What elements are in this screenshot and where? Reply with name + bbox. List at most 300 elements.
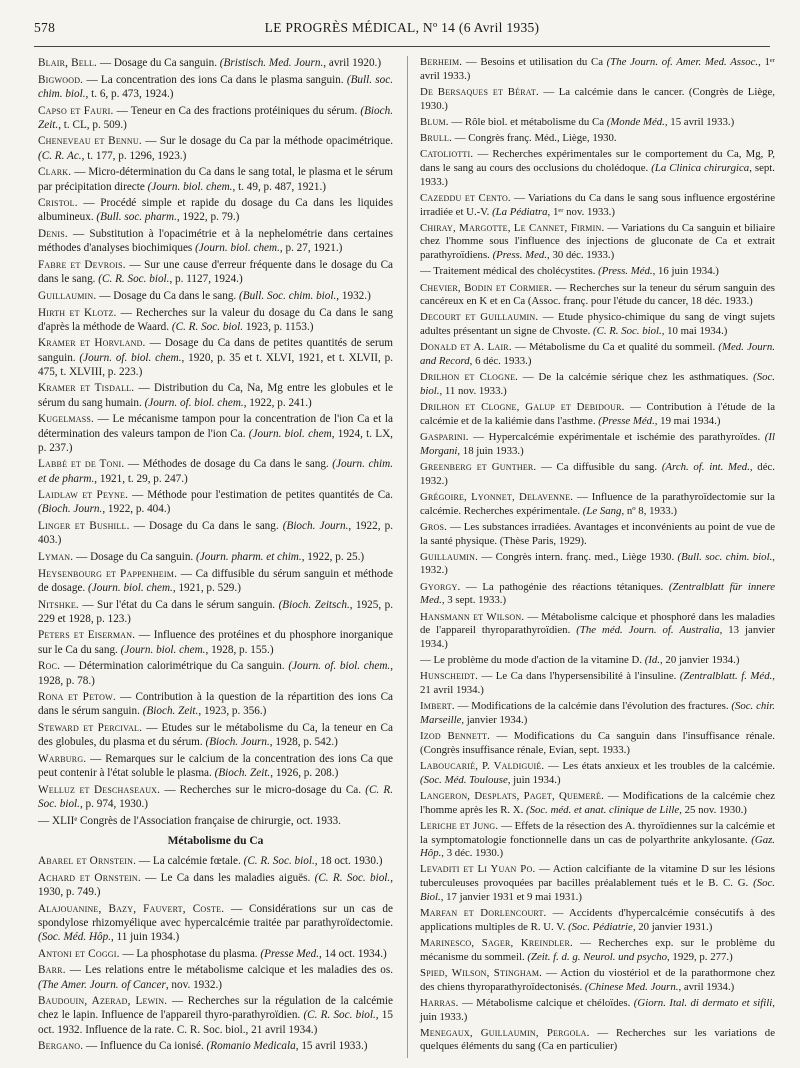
entry-authors: Greenberg et Gunther. — [420, 460, 537, 473]
entry-source: (The méd. Journ. of. Australia — [576, 624, 720, 637]
entry-details: , 1932.) — [336, 289, 371, 302]
bibliography-entry — [420, 967, 775, 994]
entry-details: , 13 janvier 1934.) — [420, 624, 775, 650]
entry-source: (Journ. biol. chem. — [147, 180, 233, 193]
page-number: 578 — [34, 20, 56, 35]
entry-source: (Bioch. Zeit. — [142, 705, 199, 718]
entry-source: (Bull. soc. chim. biol. — [38, 73, 393, 100]
bibliography-entry — [420, 863, 775, 904]
entry-source: (Bull. Soc. chim. biol. — [239, 289, 337, 302]
entry-details: , 1932.) — [420, 550, 775, 577]
entry-authors: Welluz et Deschaseaux. — [38, 783, 161, 796]
entry-authors: Guillaumin. — [38, 289, 97, 302]
entry-title: — Dosage du Ca sanguin. — [73, 551, 197, 563]
entry-title: — Méthodes de dosage du Ca dans le sang. — [124, 458, 333, 471]
entry-title: — Micro-détermination du Ca dans le sang total, le plasma et le sérum par précipitation directe — [38, 166, 393, 193]
bibliography-entry — [38, 1039, 393, 1053]
entry-source: (The Amer. Journ. of Cancer — [38, 978, 166, 991]
entry-details: 1923, p. 1153.) — [243, 320, 314, 333]
entry-source: (Press. Med. — [492, 249, 548, 262]
entry-authors: Nitshke. — [38, 598, 79, 611]
entry-details: , 1922, p. 403.) — [38, 520, 393, 547]
entry-details: , avril 1920.) — [323, 57, 382, 69]
entry-source: (Zeit. f. d. g. Neurol. und psycho — [527, 950, 668, 963]
entry-title: — Métabolisme calcique et chéloïdes. — [458, 996, 634, 1009]
entry-title: — Les états anxieux et les troubles de la calcémie. — [544, 760, 775, 773]
entry-title: — Effets de la résection des A. thyroïdiennes sur la calcémie et la symptomatologie fonctionnelle dans un cas de polyarthrite ankylosante. — [420, 819, 775, 846]
entry-source: (Soc. méd. et anat. clinique de Lille — [526, 803, 680, 816]
entry-title: — La pathogénie des réactions tétaniques. — [460, 580, 669, 593]
entry-details: , 1925, p. 229 et 1928, p. 123.) — [38, 598, 394, 625]
entry-title: — De la calcémie sérique chez les asthmatiques. — [518, 371, 754, 384]
entry-authors: Hunscheidt. — [420, 670, 479, 683]
entry-authors: Donald et A. Lair. — [420, 341, 512, 354]
entry-source: (Soc. Méd. Hôp. — [38, 931, 112, 943]
entry-details: , t. 177, p. 1296, 1923.) — [81, 149, 187, 162]
entry-source: (Journ. biol. chem. — [88, 581, 173, 594]
bibliography-list-2 — [38, 854, 393, 1053]
entry-details: , 17 janvier 1931 et 9 mai 1931.) — [440, 890, 582, 903]
entry-source: (La Clinica chirurgica — [651, 161, 750, 174]
bibliography-entry — [38, 457, 393, 485]
entry-details: , 1ᵉʳ avril 1933.) — [420, 56, 775, 82]
entry-title: — Hypercalcémie expérimentale et ischémie des parathyroïdes. — [468, 431, 765, 444]
entry-authors: De Bersaques et Bérat. — [420, 85, 539, 98]
entry-authors: Fabre et Devrois. — [38, 258, 126, 271]
entry-authors: Kramer et Horvland. — [38, 337, 146, 350]
entry-source: (C. R. Soc. biol. — [243, 855, 315, 868]
entry-authors: Gasparini. — [420, 431, 469, 444]
bibliography-entry — [420, 56, 775, 83]
bibliography-entry — [420, 654, 775, 668]
entry-source: (Bristisch. Med. Journ. — [219, 57, 324, 69]
entry-authors: Izod Bennett. — [420, 730, 491, 743]
entry-title: — Métabolisme calcique et phosphoré dans les maladies de l'appareil thyroparathyroïdien. — [420, 610, 775, 637]
entry-authors: Cheneveau et Bennu. — [38, 135, 142, 148]
entry-authors: Kugelmass. — [38, 413, 94, 426]
entry-authors: Gros. — [420, 520, 448, 533]
entry-details: , 6 déc. 1933.) — [469, 355, 532, 368]
entry-authors: Imbert. — [420, 700, 455, 713]
bibliography-entry — [420, 670, 775, 697]
entry-authors: Bigwood. — [38, 73, 84, 86]
entry-source: (Soc. Biol. — [420, 877, 775, 903]
entry-source: (Journ. biol. chem. — [195, 242, 280, 255]
entry-title: — Influence du Ca ionisé. — [83, 1040, 207, 1053]
bibliography-entry — [420, 491, 775, 518]
entry-title: — Contribution à l'étude de la calcémie et de la kaliémie dans l'asthme. — [420, 401, 775, 427]
journal-title: LE PROGRÈS MÉDICAL, Nº 14 (6 Avril 1935) — [264, 20, 540, 35]
bibliography-entry — [420, 820, 775, 861]
entry-source: (Soc. chir. Marseille — [420, 700, 776, 726]
bibliography-entry — [38, 306, 393, 334]
entry-details: , 1922, p. 241.) — [243, 396, 312, 409]
entry-source: (C. R. Soc. biol. — [303, 1009, 376, 1022]
entry-details: , p. 974, 1930.) — [79, 798, 149, 810]
entry-source: (Presse Med. — [260, 947, 320, 960]
entry-source: (Press. Méd. — [598, 265, 653, 278]
bibliography-entry — [420, 371, 775, 398]
entry-title: — Dosage du Ca sanguin. — [97, 57, 220, 69]
entry-title: — Considérations sur un cas de spondylose rhizomyélique avec hypercalcémie traitée par parathyroïdectomie. — [38, 902, 393, 929]
bibliography-entry — [420, 265, 775, 279]
bibliography-entry — [420, 86, 775, 113]
entry-source: (C. R. Soc. biol. — [98, 273, 170, 286]
entry-details: , déc. 1932.) — [420, 460, 775, 487]
bibliography-entry — [38, 196, 393, 224]
entry-source: (Presse Méd. — [598, 414, 655, 427]
entry-details: , sept. 1933.) — [420, 161, 775, 188]
entry-source: (Il Morgani — [420, 431, 775, 457]
entry-details: , juin 1933.) — [420, 996, 775, 1023]
bibliography-entry — [420, 760, 775, 787]
entry-source: (Bioch. Zeit. — [214, 767, 271, 780]
bibliography-entry — [420, 222, 775, 263]
entry-title: — Détermination calorimétrique du Ca sanguin. — [60, 660, 289, 673]
entry-details: , t. 49, p. 487, 1921.) — [232, 180, 327, 193]
entry-details: , 1928, p. 155.) — [205, 643, 274, 656]
entry-title: — Métabolisme du Ca et qualité du sommeil. — [511, 341, 719, 354]
bibliography-entry — [420, 1027, 775, 1054]
entry-authors: Roc. — [38, 660, 61, 673]
entry-source: (Zentralblatt. f. Méd. — [679, 670, 773, 683]
entry-title: — Ca diffusible du sang. — [536, 460, 662, 473]
entry-source: (Soc. Pédiatrie — [568, 920, 633, 933]
entry-authors: Kramer et Tisdall. — [38, 382, 135, 395]
entry-title: — Ca diffusible du sérum sanguin et méthode de dosage. — [38, 567, 393, 594]
entry-authors: Rona et Petow. — [38, 691, 116, 704]
entry-authors: Cazeddu et Cento. — [420, 191, 511, 204]
entry-authors: Laidlaw et Peyne. — [38, 489, 129, 502]
entry-source: (The Journ. of. Amer. Med. Assoc. — [606, 56, 759, 68]
entry-source: (Bioch. Journ. — [282, 520, 349, 533]
bibliography-entry — [38, 519, 393, 547]
entry-authors: Hansmann et Wilson. — [420, 610, 525, 623]
entry-title: — Modifications de la calcémie chez l'homme après les R. X. — [420, 789, 776, 816]
entry-title: — Substitution à l'opacimétrie et à la nephelométrie dans certaines méthodes d'analyses biochimiques — [38, 228, 393, 255]
entry-title: — Action du viostériol et de la parathormone chez des chiens thyroparathyroïdectonisés. — [420, 966, 775, 993]
entry-source: (Med. Journ. and Record — [420, 341, 775, 368]
entry-title: — Recherches sur la régulation de la calcémie chez le lapin. Influence de l'appareil thyro-parathyroïdien. — [38, 995, 393, 1022]
entry-source: (C. R. Ac. — [38, 149, 82, 162]
bibliography-entry — [38, 659, 393, 687]
bibliography-entry — [38, 783, 393, 811]
entry-source: (C. R. Soc. biol. — [38, 783, 393, 810]
entry-details: , 21 avril 1934.) — [420, 670, 775, 697]
entry-title: — Recherches sur le micro-dosage du Ca. — [160, 783, 366, 796]
entry-authors: Decourt et Guillaumin. — [420, 311, 539, 324]
entry-authors: Menegaux, Guillaumin, Pergola. — [420, 1026, 590, 1039]
entry-authors: Harras. — [420, 996, 459, 1009]
entry-authors: Heysenbourg et Pappenheim. — [38, 567, 178, 580]
bibliography-entry — [38, 814, 393, 828]
entry-details: , nov. 1932.) — [165, 978, 222, 991]
entry-authors: Brull. — [420, 132, 452, 145]
bibliography-entry — [38, 56, 393, 70]
entry-title: — Recherches sur la teneur du sérum sanguin des cancéreux en K et en Ca (Assoc. franç. pour l'étude du cancer, 18 déc. 1933.) — [420, 281, 775, 308]
column-divider — [407, 56, 408, 1058]
page-header — [34, 20, 770, 42]
entry-authors: Guillaumin. — [420, 550, 479, 563]
entry-title: — Rôle biol. et métabolisme du Ca — [448, 115, 607, 128]
bibliography-entry — [420, 997, 775, 1024]
entry-source: (Gaz. Hôp. — [420, 833, 775, 860]
entry-source: (Bioch. Journ. — [205, 736, 270, 749]
header-rule — [34, 46, 770, 47]
entry-details: , 1922, p. 79.) — [176, 211, 240, 224]
entry-details: , 14 oct. 1934.) — [319, 947, 387, 960]
entry-authors: Chiray, Margotte, Le Cannet, Firmin. — [420, 221, 605, 234]
entry-details: , 1926, p. 208.) — [270, 767, 339, 780]
entry-source: (Soc. Méd. Toulouse — [420, 773, 508, 786]
entry-source: (Bioch. Journ. — [38, 503, 103, 516]
bibliography-entry — [420, 132, 775, 146]
entry-source: (Journ. of. biol. chem. — [288, 660, 391, 673]
entry-title: — Congrès intern. franç. med., Liège 1930. — [478, 550, 678, 563]
entry-authors: Laboucarié, P. Valdiguié. — [420, 760, 545, 773]
entry-source: (La Pédiatra — [492, 205, 548, 218]
entry-title: — Le Ca dans l'hypersensibilité à l'insuline. — [478, 670, 680, 683]
entry-details: , juin 1934.) — [507, 773, 561, 786]
bibliography-entry — [420, 311, 775, 338]
entry-details: , 25 nov. 1930.) — [679, 803, 747, 816]
entry-title: — La concentration des ions Ca dans le plasma sanguin. — [83, 73, 347, 86]
entry-details: , 3 déc. 1930.) — [441, 847, 504, 860]
entry-title: — Remarques sur le calcium de la concentration des ions Ca que peut contenir à l'état soluble le plasma. — [38, 752, 393, 780]
entry-source: (C. R. Soc. biol. — [171, 320, 244, 333]
bibliography-entry — [38, 289, 393, 303]
entry-title: — Contribution à la question de la répartition des ions Ca dans le sérum sanguin. — [38, 691, 393, 718]
bibliography-entry — [38, 488, 393, 516]
entry-source: (Monde Méd. — [606, 115, 665, 128]
bibliography-entry — [420, 700, 775, 727]
entry-authors: Berheim. — [420, 56, 463, 68]
entry-details: , 18 juin 1933.) — [457, 444, 524, 457]
entry-details: , avril 1934.) — [678, 980, 735, 993]
entry-title: — Etude physico-chimique du sang de vingt sujets adultes présentant un signe de Chvoste. — [420, 311, 775, 338]
bibliography-entry — [38, 73, 393, 101]
entry-details: , 1928, p. 78.) — [38, 660, 393, 687]
bibliography-entry — [420, 461, 775, 488]
entry-authors: Labbé et de Toni. — [38, 458, 125, 471]
entry-title: — Recherches expérimentales sur le comportement du Ca, Mg, P, dans le sang au cours des occlusions du cholédoque. — [420, 148, 775, 174]
entry-authors: Hirth et Klotz. — [38, 306, 117, 319]
entry-title: — Variations du Ca dans le sang sous influence ergostérine irradiée et U.-V. — [420, 191, 775, 218]
bibliography-entry — [420, 937, 775, 964]
bibliography-list-3 — [420, 56, 775, 1054]
bibliography-entry — [38, 690, 393, 718]
entry-details: , 15 avril 1933.) — [664, 115, 735, 128]
bibliography-entry — [38, 227, 393, 255]
bibliography-entry — [38, 994, 393, 1037]
entry-details: , 18 oct. 1930.) — [314, 855, 383, 868]
entry-authors: Gyorgy. — [420, 580, 461, 593]
bibliography-entry — [420, 401, 775, 428]
entry-title: — La calcémie dans le cancer. (Congrès de Liège, 1930.) — [420, 85, 776, 112]
bibliography-entry — [38, 947, 393, 961]
entry-authors: Leriche et Jung. — [420, 819, 499, 832]
bibliography-entry — [420, 611, 775, 652]
bibliography-entry — [38, 412, 393, 455]
entry-authors: Blair, Bell. — [38, 57, 98, 69]
entry-details: , 1ᵉʳ nov. 1933.) — [547, 205, 615, 218]
entry-title: — Traitement médical des cholécystites. — [420, 265, 599, 278]
bibliography-entry — [38, 854, 393, 868]
entry-source: (C. R. Soc. biol. — [314, 871, 391, 884]
bibliography-entry — [420, 581, 775, 608]
entry-source: (Journ. of. biol. chem. — [79, 351, 182, 364]
entry-title: — Teneur en Ca des fractions protéiniques du sérum. — [113, 104, 361, 117]
entry-title: — Modifications du Ca sanguin dans l'insuffisance rénale. (Congrès insuffisance rénale, Evian, sept. 1933.) — [420, 730, 776, 756]
entry-title: — Recherches sur la valeur du dosage du Ca dans le sang d'après la méthode de Waard. — [38, 306, 393, 333]
entry-title: — Accidents d'hypercalcémie consécutifs à des applications multiples de R. U. V. — [420, 907, 775, 933]
bibliography-entry — [420, 551, 775, 578]
entry-authors: Baudouin, Azerad, Lewin. — [38, 995, 168, 1008]
bibliography-entry — [38, 752, 393, 780]
bibliography-entry — [38, 134, 393, 162]
bibliography-entry — [420, 148, 775, 189]
bibliography-entry — [38, 721, 393, 749]
entry-authors: Spied, Wilson, Stingham. — [420, 966, 543, 979]
entry-authors: Antoni et Coggi. — [38, 947, 120, 960]
entry-authors: Achard et Ornstein. — [38, 871, 141, 884]
entry-authors: Marfan et Dorlencourt. — [420, 907, 547, 920]
bibliography-entry — [38, 567, 393, 595]
entry-title: — Congrès franç. Méd., Liège, 1930. — [452, 132, 617, 145]
entry-authors: Linger et Bushill. — [38, 520, 130, 533]
bibliography-entry — [38, 550, 393, 564]
entry-details: , 11 nov. 1933.) — [439, 384, 507, 397]
entry-title: — La calcémie fœtale. — [136, 855, 244, 868]
entry-details: , 15 avril 1933.) — [295, 1040, 368, 1053]
bibliography-entry — [420, 521, 775, 548]
entry-authors: Denis. — [38, 228, 68, 241]
entry-title: — XLIIᵉ Congrès de l'Association française de chirurgie, oct. 1933. — [38, 814, 341, 827]
entry-source: (Soc. biol. — [420, 371, 775, 397]
entry-source: (Journ. biol. chem — [248, 427, 332, 440]
entry-details: , 1928, p. 542.) — [269, 736, 338, 749]
bibliography-entry — [38, 598, 393, 626]
entry-source: (Journ. biol. chem. — [120, 643, 206, 656]
entry-details: , 1921, p. 529.) — [172, 581, 241, 594]
entry-details: , 20 janvier 1931.) — [632, 920, 713, 933]
bibliography-entry — [38, 258, 393, 286]
entry-authors: Steward et Percival. — [38, 722, 143, 735]
entry-source: (Journ. of. biol. chem. — [144, 396, 244, 409]
bibliography-entry — [420, 282, 775, 309]
entry-authors: Marinesco, Sager, Kreindler. — [420, 936, 573, 949]
entry-title: — Besoins et utilisation du Ca — [462, 56, 607, 68]
entry-details: , 15 oct. 1932. Influence de la rate. C. R. Soc. biol., 21 avril 1934.) — [38, 1009, 393, 1036]
entry-details: , 16 juin 1934.) — [652, 265, 719, 278]
entry-authors: Grégoire, Lyonnet, Delavenne. — [420, 490, 574, 503]
entry-details: , 1920, p. 35 et t. XLVI, 1921, et t. XLVII, p. 475, t. XLVIII, p. 223.) — [38, 351, 393, 378]
entry-title: — Modifications de la calcémie dans l'évolution des fractures. — [454, 700, 732, 713]
entry-source: (Bull. soc. chim. biol. — [677, 550, 773, 563]
entry-title: — Influence des protéines et du phosphore inorganique sur le Ca du sang. — [38, 629, 393, 656]
entry-title: — Procédé simple et rapide du dosage du Ca dans les liquides albumineux. — [38, 197, 393, 224]
bibliography-entry — [420, 790, 775, 817]
bibliography-entry — [38, 628, 393, 656]
bibliography-entry — [38, 871, 393, 899]
entry-title: — Les relations entre le métabolisme calcique et les maladies des os. — [65, 964, 393, 977]
entry-authors: Levaditi et Li Yuan Po. — [420, 863, 536, 876]
entry-details: , 10 mai 1934.) — [661, 325, 728, 338]
section-title: Métabolisme du Ca — [167, 834, 264, 847]
entry-details: , 11 juin 1934.) — [111, 931, 180, 943]
entry-authors: Abarel et Ornstein. — [38, 855, 137, 868]
entry-title: — Sur une cause d'erreur fréquente dans le dosage du Ca dans le sang. — [38, 258, 393, 286]
entry-authors: Warburg. — [38, 752, 87, 765]
entry-authors: Bergano. — [38, 1040, 84, 1053]
entry-details: , t. CL, p. 509.) — [58, 118, 127, 131]
bibliography-entry — [38, 165, 393, 193]
bibliography-entry — [420, 341, 775, 368]
entry-title: — Dosage du Ca dans le sang. — [96, 289, 240, 302]
entry-title: — Etudes sur le métabolisme du Ca, la teneur en Ca des globules, du plasma et du sérum. — [38, 722, 393, 749]
entry-authors: Clark. — [38, 166, 72, 179]
bibliography-entry — [420, 730, 775, 757]
entry-title: — Recherches sur les variations de quelques éléments du sang (Ca en particulier) — [420, 1026, 775, 1053]
entry-source: (Zentralblatt für innere Med. — [420, 580, 776, 607]
bibliography-entry — [420, 116, 775, 130]
entry-details: , 1922, p. 404.) — [102, 503, 171, 516]
bibliography-entry — [420, 192, 775, 219]
bibliography-entry — [38, 902, 393, 945]
entry-title: — Dosage du Ca dans de petites quantités de serum sanguin. — [38, 337, 393, 364]
entry-title: — Dosage du Ca dans le sang. — [129, 520, 283, 533]
entry-details: , 30 déc. 1933.) — [547, 249, 615, 262]
entry-source: (Bull. soc. pharm. — [96, 211, 177, 224]
entry-authors: Lyman. — [38, 551, 74, 563]
entry-details: , 20 janvier 1934.) — [660, 654, 740, 667]
right-column — [420, 56, 775, 1057]
entry-authors: Cristol. — [38, 197, 78, 210]
bibliography-entry — [38, 336, 393, 379]
entry-title: — La phosphotase du plasma. — [119, 947, 261, 960]
entry-title: — Le Ca dans les maladies aiguës. — [140, 871, 315, 884]
entry-details: , nº 8, 1933.) — [621, 504, 677, 517]
entry-title: — Les substances irradiées. Avantages et inconvénients au point de vue de la santé physique. (Thèse Paris, 1929). — [420, 520, 775, 547]
entry-details: , 1930, p. 749.) — [38, 871, 393, 898]
entry-authors: Capso et Fauri. — [38, 104, 114, 117]
entry-title: — Sur le dosage du Ca par la méthode opacimétrique. — [141, 135, 393, 148]
entry-source: (Arch. of. int. Med. — [661, 460, 750, 473]
entry-details: , 19 mai 1934.) — [654, 414, 721, 427]
entry-source: (Romanio Medicala — [206, 1040, 296, 1053]
bibliography-list-1 — [38, 56, 393, 828]
entry-authors: Barr. — [38, 964, 66, 977]
bibliography-entry — [420, 907, 775, 934]
bibliography-entry — [420, 431, 775, 458]
entry-details: , t. 6, p. 473, 1924.) — [85, 87, 174, 100]
entry-authors: Catoliotti. — [420, 148, 474, 161]
entry-source: (Giorn. Ital. di dermato et sifili — [633, 996, 773, 1009]
entry-source: (Id. — [644, 654, 661, 667]
entry-details: , 3 sept. 1933.) — [441, 594, 507, 607]
entry-authors: Langeron, Desplats, Paget, Quemeré. — [420, 789, 604, 802]
entry-details: , p. 27, 1921.) — [279, 242, 343, 255]
entry-title: — Méthode pour l'estimation de petites quantités de Ca. — [128, 489, 393, 502]
entry-title: — Influence de la parathyroïdectomie sur la calcémie. Recherches expérimentale. — [420, 490, 775, 517]
entry-source: (C. R. Soc. biol. — [593, 325, 662, 338]
entry-source: (Journ. chim. et de pharm. — [38, 458, 394, 485]
entry-details: , 1921, t. 29, p. 247.) — [94, 472, 188, 485]
entry-authors: Chevier, Bodin et Cormier. — [420, 281, 553, 294]
entry-details: , janvier 1934.) — [461, 713, 528, 726]
entry-title: — Le mécanisme tampon pour la concentration de l'ion Ca et la détermination des valeurs tampon de l'ion Ca. — [38, 413, 393, 440]
entry-authors: Drilhon et Clogne. — [420, 371, 519, 384]
